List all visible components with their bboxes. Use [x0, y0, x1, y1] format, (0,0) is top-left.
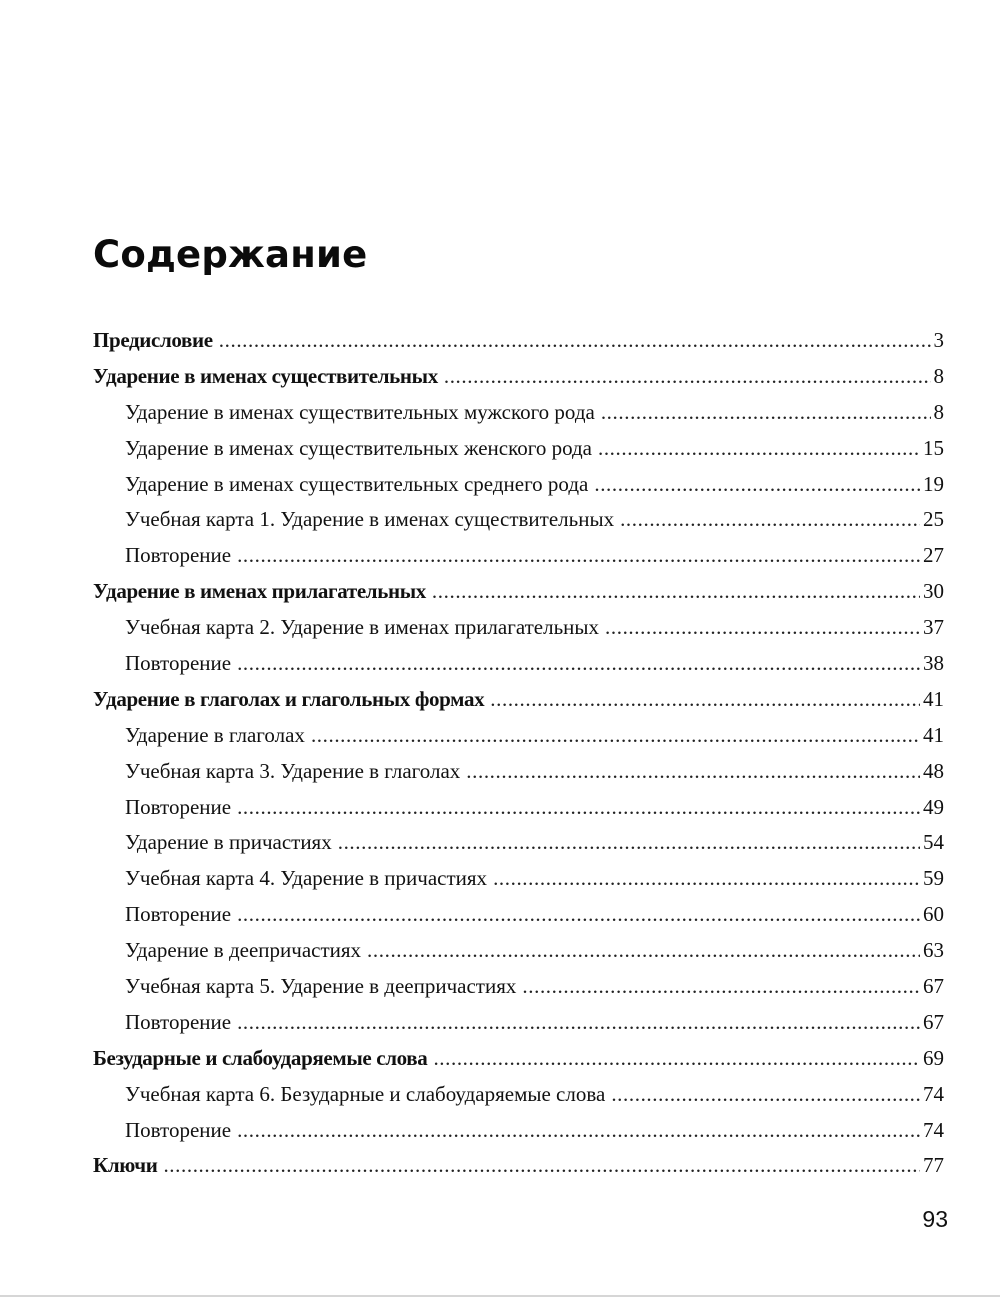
- toc-dot-leader: [433, 1046, 920, 1071]
- page-title: Содержание: [93, 233, 368, 276]
- toc-entry[interactable]: [93, 974, 944, 1010]
- toc-entry[interactable]: [93, 543, 944, 579]
- toc-entry-page: 69: [923, 1045, 944, 1070]
- toc-entry[interactable]: [93, 400, 944, 436]
- toc-dot-leader: [620, 507, 920, 532]
- toc-entry[interactable]: [93, 364, 944, 400]
- toc-entry-page: 67: [923, 974, 944, 999]
- toc-dot-leader: [237, 1010, 920, 1035]
- toc-entry-title: Ударение в деепричастиях: [125, 938, 362, 963]
- toc-entry-page: 38: [923, 651, 944, 676]
- toc-entry-page: 25: [923, 507, 944, 532]
- page-number: 93: [922, 1206, 948, 1232]
- toc-entry-title: Повторение: [125, 543, 232, 568]
- toc-entry-page: 74: [923, 1117, 944, 1142]
- toc-entry[interactable]: [93, 866, 944, 902]
- toc-entry-title: Учебная карта 5. Ударение в деепричастиях: [125, 974, 517, 999]
- toc-entry[interactable]: [93, 1082, 944, 1118]
- toc-dot-leader: [490, 687, 920, 712]
- toc-entry-page: 15: [923, 435, 944, 460]
- toc-dot-leader: [432, 579, 920, 604]
- toc-dot-leader: [522, 974, 920, 999]
- toc-entry-page: 60: [923, 902, 944, 927]
- toc-entry[interactable]: [93, 328, 944, 364]
- toc-entry-title: Учебная карта 1. Ударение в именах существительных: [125, 507, 615, 532]
- toc-dot-leader: [163, 1153, 920, 1178]
- toc-entry[interactable]: [93, 651, 944, 687]
- toc-entry-title: Ударение в именах существительных мужского рода: [125, 399, 595, 424]
- toc-entry-title: Ударение в причастиях: [125, 830, 332, 855]
- toc-entry[interactable]: [93, 830, 944, 866]
- toc-entry[interactable]: [93, 1046, 944, 1082]
- toc-entry-page: 8: [933, 363, 944, 388]
- toc-entry-page: 3: [933, 328, 944, 352]
- toc-entry-page: 37: [923, 615, 944, 640]
- toc-entry-title: Ударение в глаголах и глагольных формах: [93, 686, 485, 711]
- toc-dot-leader: [237, 902, 920, 927]
- toc-entry-page: 77: [923, 1153, 944, 1178]
- toc-dot-leader: [311, 723, 920, 748]
- toc-entry-page: 48: [923, 758, 944, 783]
- toc-entry[interactable]: [93, 795, 944, 831]
- toc-entry-title: Учебная карта 2. Ударение в именах прилагательных: [125, 615, 600, 640]
- toc-entry-title: Повторение: [125, 1117, 232, 1142]
- toc-entry[interactable]: [93, 615, 944, 651]
- toc-dot-leader: [367, 938, 920, 963]
- toc-entry[interactable]: [93, 472, 944, 508]
- toc-entry-title: Учебная карта 4. Ударение в причастиях: [125, 866, 488, 891]
- toc-entry[interactable]: [93, 436, 944, 472]
- toc-entry[interactable]: [93, 507, 944, 543]
- toc-entry[interactable]: [93, 759, 944, 795]
- toc-entry-page: 59: [923, 866, 944, 891]
- toc-entry-title: Ударение в именах существительных: [93, 363, 438, 388]
- toc-dot-leader: [237, 795, 920, 820]
- toc-entry-page: 41: [923, 686, 944, 711]
- toc-entry[interactable]: [93, 938, 944, 974]
- toc-dot-leader: [219, 328, 931, 353]
- toc-dot-leader: [611, 1082, 920, 1107]
- toc-entry-title: Учебная карта 3. Ударение в глаголах: [125, 758, 461, 783]
- toc-entry-page: 49: [923, 794, 944, 819]
- toc-dot-leader: [237, 1118, 920, 1143]
- toc-entry-page: 27: [923, 543, 944, 568]
- toc-entry-page: 8: [933, 399, 944, 424]
- toc-entry-title: Повторение: [125, 902, 232, 927]
- toc-entry[interactable]: [93, 1153, 944, 1189]
- toc-dot-leader: [466, 759, 920, 784]
- toc-entry-title: Повторение: [125, 651, 232, 676]
- toc-entry[interactable]: [93, 1118, 944, 1154]
- toc-entry-title: Повторение: [125, 1009, 232, 1034]
- toc-entry-title: Ключи: [93, 1153, 158, 1178]
- toc-dot-leader: [594, 472, 920, 497]
- toc-entry-page: 54: [923, 830, 944, 855]
- toc-dot-leader: [601, 400, 931, 425]
- toc-entry-title: Предисловие: [93, 328, 213, 352]
- toc-dot-leader: [237, 543, 920, 568]
- toc-entry-page: 63: [923, 938, 944, 963]
- toc-entry[interactable]: [93, 723, 944, 759]
- toc-entry-page: 30: [923, 579, 944, 604]
- toc-entry-page: 74: [923, 1081, 944, 1106]
- toc-entry[interactable]: [93, 1010, 944, 1046]
- toc-entry[interactable]: [93, 579, 944, 615]
- toc-entry-title: Ударение в именах существительных среднего рода: [125, 471, 589, 496]
- page-bottom-divider: [0, 1295, 1000, 1297]
- toc-entry-title: Учебная карта 6. Безударные и слабоударяемые слова: [125, 1081, 606, 1106]
- toc-entry[interactable]: [93, 687, 944, 723]
- toc-entry-title: Повторение: [125, 794, 232, 819]
- toc-dot-leader: [444, 364, 931, 389]
- toc-dot-leader: [237, 651, 920, 676]
- table-of-contents: [93, 328, 944, 1189]
- toc-entry-page: 41: [923, 722, 944, 747]
- toc-dot-leader: [338, 830, 920, 855]
- toc-dot-leader: [598, 436, 920, 461]
- toc-entry-page: 67: [923, 1009, 944, 1034]
- toc-entry-title: Ударение в глаголах: [125, 722, 305, 747]
- toc-entry-title: Ударение в именах существительных женского рода: [125, 435, 592, 460]
- toc-entry-page: 19: [923, 471, 944, 496]
- toc-entry[interactable]: [93, 902, 944, 938]
- toc-entry-title: Ударение в именах прилагательных: [93, 579, 426, 604]
- toc-dot-leader: [605, 615, 920, 640]
- toc-entry-title: Безударные и слабоударяемые слова: [93, 1045, 428, 1070]
- toc-dot-leader: [493, 866, 920, 891]
